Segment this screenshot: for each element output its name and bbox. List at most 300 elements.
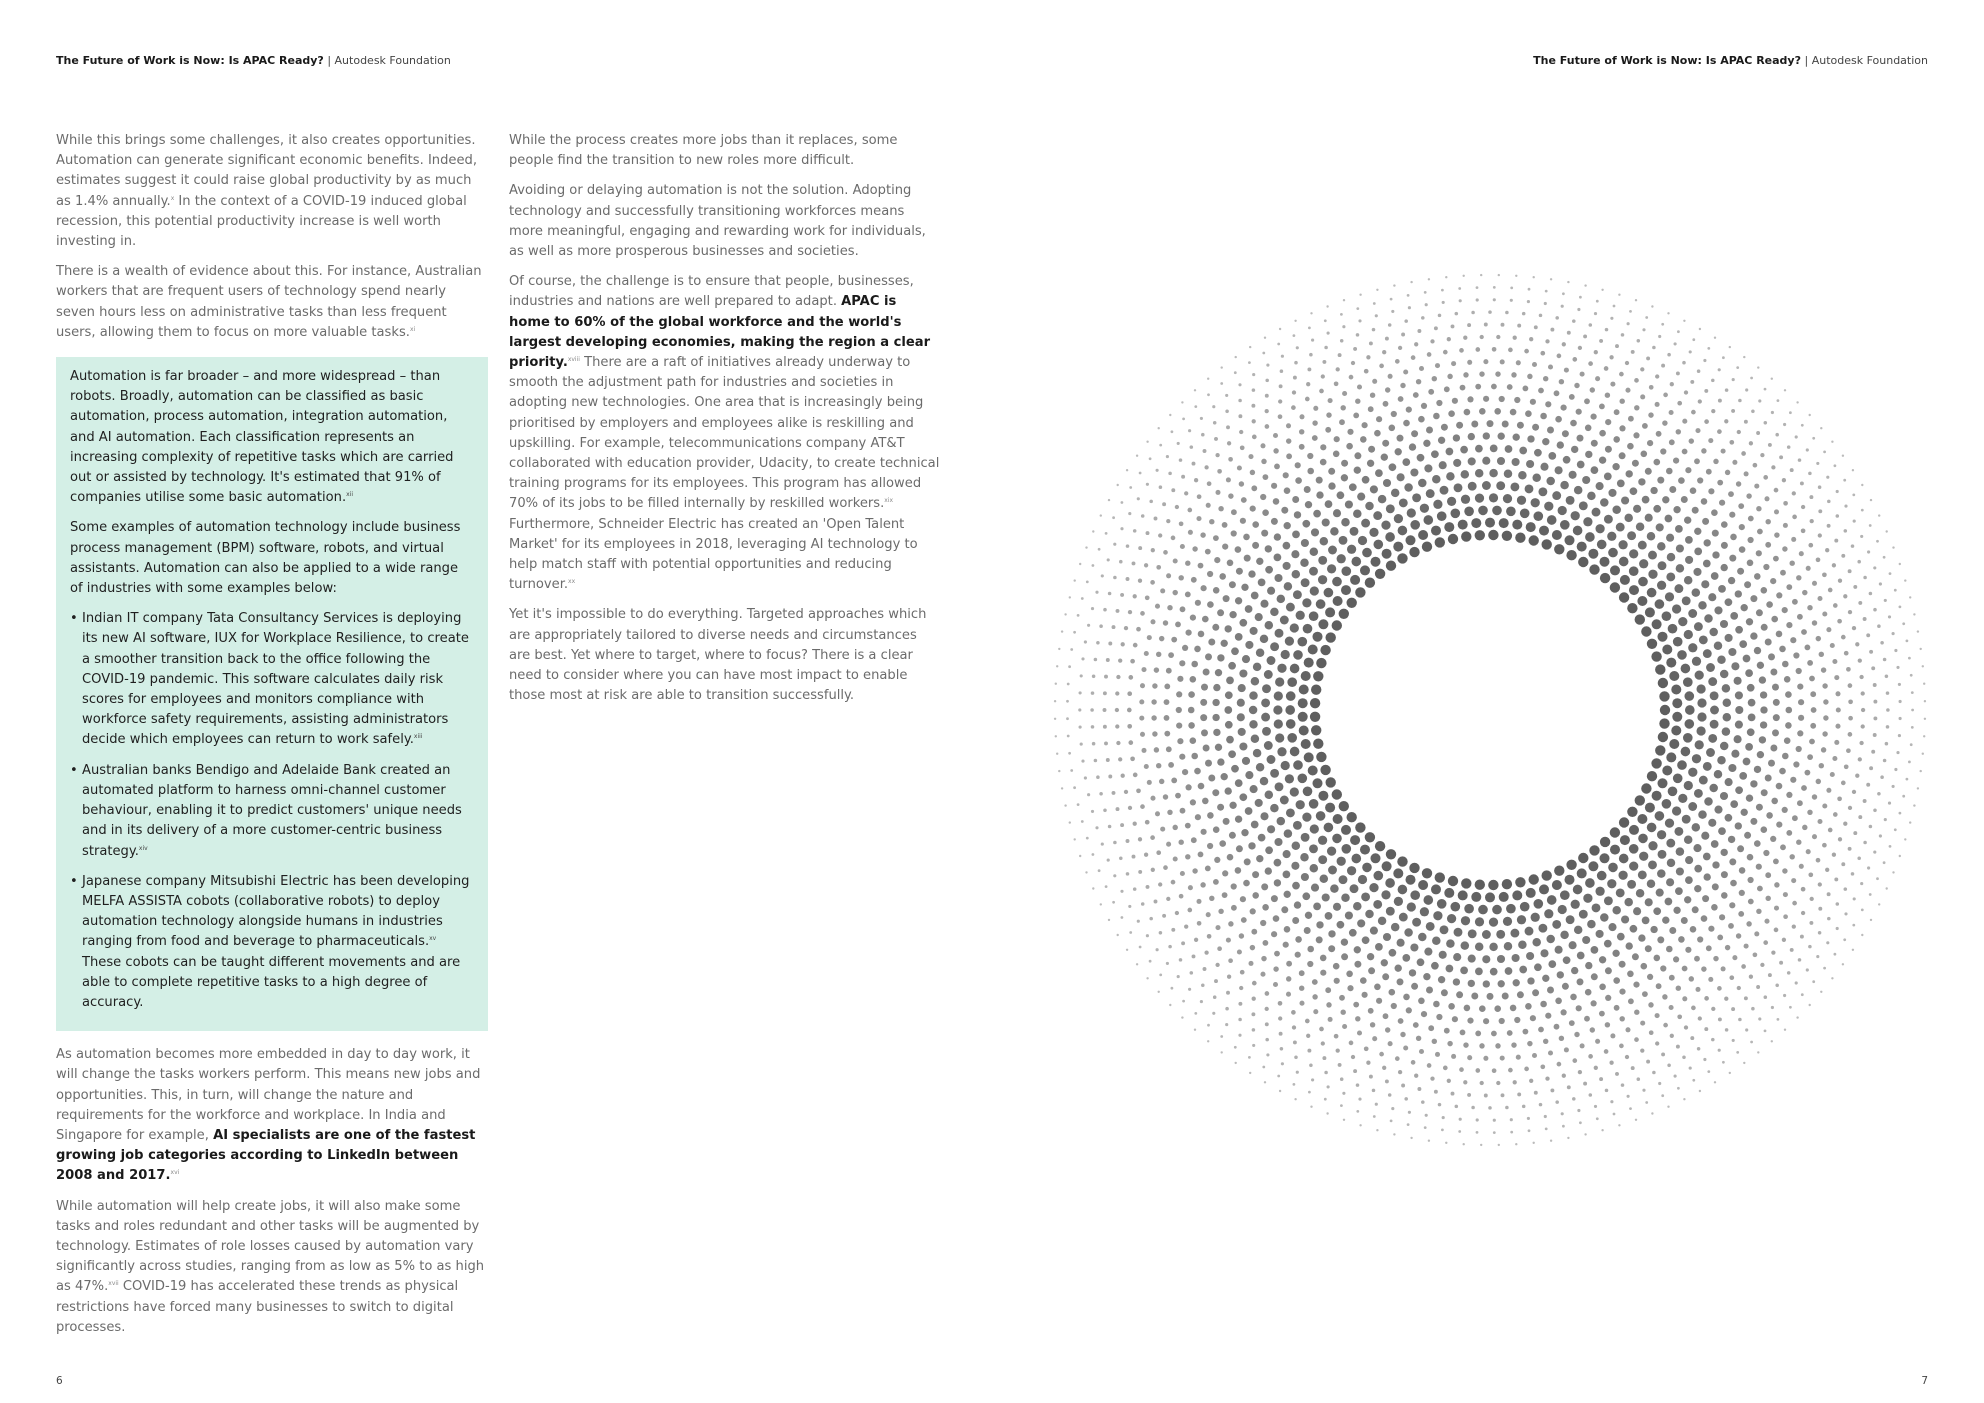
halftone-dot [1253,663,1262,672]
halftone-dot [1754,931,1759,936]
halftone-dot [1673,458,1679,464]
halftone-dot [1228,662,1236,670]
halftone-dot [1708,593,1716,601]
halftone-dot [1579,501,1588,510]
paragraph: While the process creates more jobs than it replaces, some people find the transition to new roles more difficult. [509,133,898,169]
halftone-dot [1884,818,1887,821]
page-number-left: 6 [56,1375,63,1387]
paragraph: Yet it's impossible to do everything. Targeted approaches which are appropriately tailored to diverse needs and circumstances are best. Yet where to target, where to focus? There is a clear need to consider where you can have most impact to enable those most at risk are able to transition successfully. [509,607,927,704]
halftone-dot [1239,933,1244,938]
halftone-dot [1413,1022,1419,1028]
halftone-dot [1145,820,1150,825]
halftone-dot [1662,644,1672,654]
halftone-dot [1694,622,1703,631]
halftone-dot [1180,606,1186,612]
halftone-dot [1128,740,1133,745]
halftone-dot [1608,548,1618,558]
halftone-dot [1625,1055,1629,1059]
halftone-dot [1177,738,1183,744]
halftone-dot [1290,787,1299,796]
halftone-dot [1369,1075,1373,1079]
halftone-dot [1667,312,1669,314]
halftone-dot [1499,892,1509,902]
halftone-dot [1479,1005,1486,1012]
halftone-dot [1729,440,1734,445]
halftone-dot [1810,897,1814,901]
halftone-dot [1756,804,1763,811]
halftone-dot [1168,762,1174,768]
halftone-dot [1610,565,1620,575]
halftone-dot [1066,700,1069,703]
halftone-dot [1691,410,1696,415]
halftone-dot [1424,291,1427,294]
halftone-dot [1419,1049,1424,1054]
halftone-dot [1217,654,1224,661]
halftone-dot [1697,712,1706,721]
halftone-dot [1798,958,1802,962]
halftone-dot [1600,837,1610,847]
halftone-dot [1133,773,1138,778]
halftone-dot [1192,462,1196,466]
halftone-dot [1423,515,1433,525]
halftone-dot [1708,488,1714,494]
halftone-dot [1175,793,1181,799]
halftone-dot [1627,322,1630,325]
halftone-dot [1662,799,1672,809]
halftone-dot [1292,1025,1296,1029]
halftone-dot [1455,312,1459,316]
halftone-dot [1179,754,1185,760]
halftone-dot [1236,845,1243,852]
halftone-dot [1448,876,1458,886]
halftone-dot [1478,905,1488,915]
halftone-dot [1435,1052,1440,1057]
halftone-dot [1213,535,1219,541]
halftone-dot [1151,548,1155,552]
halftone-dot [1250,908,1256,914]
halftone-dot [1188,885,1193,890]
halftone-dot [1645,468,1652,475]
halftone-dot [1676,985,1681,990]
halftone-dot [1204,950,1208,954]
halftone-dot [1373,900,1382,909]
header-separator: | [327,54,332,67]
halftone-dot [1555,946,1563,954]
halftone-dot [1627,880,1636,889]
halftone-dot [1151,868,1155,872]
halftone-dot [1219,840,1226,847]
halftone-dot [1108,592,1112,596]
halftone-dot [1605,1022,1610,1027]
halftone-dot [1273,498,1280,505]
halftone-dot [1846,667,1851,672]
halftone-dot [1560,890,1570,900]
halftone-dot [1160,827,1165,832]
halftone-dot [1746,493,1751,498]
halftone-dot [1163,865,1168,870]
halftone-dot [1235,867,1242,874]
halftone-dot [1260,777,1269,786]
halftone-dot [1764,421,1768,425]
halftone-dot [1708,926,1714,932]
highlight-text: AI specialists are one of the fastest growing job categories according to LinkedIn between 2008 and 2017. [56,1127,476,1184]
halftone-dot [1286,808,1295,817]
halftone-dot [1346,971,1353,978]
halftone-dot [1763,850,1769,856]
halftone-dot [1547,515,1557,525]
halftone-dot [1704,614,1713,623]
halftone-dot [1647,823,1657,833]
halftone-dot [1764,919,1769,924]
halftone-dot [1100,903,1102,905]
halftone-dot [1904,579,1906,581]
halftone-dot [1248,961,1253,966]
halftone-dot [1459,348,1464,353]
halftone-dot [1684,719,1694,729]
halftone-dot [1896,666,1899,669]
halftone-dot [1178,575,1183,580]
halftone-dot [1739,640,1747,648]
halftone-dot [1676,429,1681,434]
halftone-dot [1806,968,1809,971]
halftone-dot [1879,582,1882,585]
halftone-dot [1325,500,1333,508]
halftone-dot [1215,669,1222,676]
halftone-dot [1274,951,1280,957]
halftone-dot [1475,1030,1481,1036]
halftone-dot [1719,914,1725,920]
halftone-dot [1293,376,1297,380]
halftone-dot [1425,1114,1428,1117]
halftone-dot [1332,577,1342,587]
halftone-dot [1451,1054,1456,1059]
halftone-dot [1328,945,1335,952]
halftone-dot [1164,715,1170,721]
halftone-dot [1873,566,1876,569]
halftone-dot [1513,979,1520,986]
halftone-dot [1633,432,1639,438]
halftone-dot [1241,917,1247,923]
halftone-dot [1801,505,1805,509]
halftone-dot [1744,944,1749,949]
halftone-dot [1744,996,1748,1000]
halftone-dot [1187,908,1192,913]
halftone-dot [1657,581,1666,590]
halftone-dot [1545,401,1551,407]
halftone-dot [1265,545,1272,552]
halftone-dot [1516,360,1521,365]
halftone-dot [1383,933,1391,941]
halftone-dot [1242,655,1250,663]
halftone-dot [1279,384,1283,388]
halftone-dot [1885,675,1889,679]
halftone-dot [1261,459,1266,464]
halftone-dot [1181,941,1185,945]
halftone-dot [1291,862,1299,870]
halftone-dot [1747,854,1754,861]
halftone-dot [1493,286,1496,289]
halftone-dot [1863,799,1867,803]
halftone-dot [1188,691,1195,698]
halftone-dot [1760,721,1767,728]
halftone-dot [1381,959,1388,966]
halftone-dot [1287,733,1297,743]
halftone-dot [1859,675,1863,679]
halftone-dot [1166,842,1171,847]
halftone-dot [1281,1062,1284,1065]
halftone-dot [1748,699,1756,707]
halftone-dot [1172,590,1177,595]
halftone-dot [1483,396,1489,402]
halftone-dot [1483,432,1490,439]
halftone-dot [1252,435,1257,440]
halftone-dot [1175,911,1179,915]
halftone-dot [1694,789,1703,798]
halftone-dot [1267,656,1276,665]
halftone-dot [1180,544,1185,549]
running-header-left [56,54,451,67]
halftone-dot [1842,455,1844,457]
paragraph: While this brings some challenges, it also creates opportunities. Automation can generate significant economic benefits. Indeed, estimates suggest it could raise global productivity by as much as 1.4% annually.$^x$ In the context of a COVID-19 induced global recession, this potential productivity increase is well worth investing in. [56,133,477,250]
halftone-dot [1619,989,1625,995]
halftone-dot [1458,520,1468,530]
halftone-dot [1077,614,1080,617]
halftone-dot [1079,855,1081,857]
halftone-dot [1326,777,1336,787]
halftone-dot [1092,742,1096,746]
halftone-dot [1577,978,1584,985]
halftone-dot [1539,314,1543,318]
halftone-dot [1873,683,1877,687]
halftone-dot [1333,509,1341,517]
halftone-dot [1294,320,1296,322]
halftone-dot [1704,797,1713,806]
halftone-dot [1322,1056,1326,1060]
halftone-dot [1732,1039,1735,1042]
halftone-dot [1321,1041,1325,1045]
halftone-dot [1613,305,1616,308]
halftone-dot [1511,372,1516,377]
halftone-dot [1367,460,1374,467]
halftone-dot [1714,806,1722,814]
halftone-dot [1792,491,1796,495]
halftone-dot [1362,992,1368,998]
halftone-dot [1190,676,1197,683]
halftone-dot [1631,1066,1635,1070]
halftone-dot [1138,870,1142,874]
halftone-dot [1265,1007,1269,1011]
halftone-dot [1101,843,1104,846]
halftone-dot [1591,440,1598,447]
halftone-dot [1619,592,1629,602]
halftone-dot [1184,491,1188,495]
halftone-dot [1463,275,1465,277]
halftone-dot [1585,962,1592,969]
halftone-dot [1248,570,1255,577]
halftone-dot [1911,726,1914,729]
halftone-dot [1201,984,1205,988]
halftone-dot [1708,734,1717,743]
halftone-dot [1386,849,1396,859]
halftone-dot [1319,389,1324,394]
halftone-dot [1115,691,1119,695]
halftone-dot [1367,953,1374,960]
halftone-dot [1432,1039,1437,1044]
halftone-dot [1741,809,1748,816]
halftone-dot [1822,843,1827,848]
halftone-dot [1736,366,1739,369]
halftone-dot [1238,728,1246,736]
halftone-dot [1505,311,1509,315]
halftone-dot [1831,977,1833,979]
halftone-dot [1356,307,1359,310]
halftone-dot [1728,577,1735,584]
halftone-dot [1857,560,1861,564]
halftone-dot [1261,713,1270,722]
halftone-dot [1554,1024,1560,1030]
halftone-dot [1747,684,1755,692]
halftone-dot [1166,668,1172,674]
halftone-dot [1562,430,1569,437]
halftone-dot [1729,512,1735,518]
halftone-dot [1774,488,1779,493]
halftone-dot [1180,871,1185,876]
halftone-dot [1524,1067,1529,1072]
halftone-dot [1241,497,1247,503]
halftone-dot [1801,911,1805,915]
halftone-dot [1809,414,1811,416]
halftone-dot [1073,631,1076,634]
halftone-dot [1816,557,1821,562]
halftone-dot [1431,884,1441,894]
halftone-dot [1792,515,1797,520]
halftone-dot [1399,498,1408,507]
halftone-dot [1265,621,1274,630]
halftone-dot [1306,1034,1310,1038]
halftone-dot [1079,691,1082,694]
halftone-dot [1306,382,1310,386]
halftone-dot [1385,532,1395,542]
halftone-dot [1585,989,1592,996]
halftone-dot [1660,705,1670,715]
halftone-dot [1188,429,1191,432]
halftone-dot [1213,826,1220,833]
halftone-dot [1756,431,1760,435]
halftone-dot [1358,536,1367,545]
halftone-dot [1438,976,1445,983]
halftone-dot [1792,901,1797,906]
halftone-dot [1647,771,1657,781]
halftone-dot [1251,592,1259,600]
halftone-dot [1707,347,1710,350]
halftone-dot [1424,1126,1427,1129]
halftone-dot [1353,1002,1359,1008]
halftone-dot [1182,645,1188,651]
halftone-dot [1735,590,1742,597]
halftone-dot [1834,740,1839,745]
halftone-dot [1517,324,1521,328]
halftone-dot [1220,1035,1223,1038]
halftone-dot [1744,420,1748,424]
halftone-dot [1894,828,1897,831]
list-item: • Indian IT company Tata Consultancy Services is deploying its new AI software, IUX for Workplace Resilience, to create a smoother transition back to the office following the COVID-19 pandemic. This software calculates daily risk scores for employees and monitors compliance with workforce safety requirements, assisting administrators decide which employees can return to work safely.$^{xiii}$ [70,609,474,750]
halftone-dot [1179,521,1184,526]
halftone-dot [1657,632,1667,642]
halftone-dot [1774,928,1779,933]
halftone-dot [1728,491,1734,497]
halftone-dot [1182,769,1188,775]
halftone-dot [1202,616,1209,623]
halftone-dot [1855,642,1859,646]
halftone-dot [1526,460,1534,468]
halftone-dot [1108,919,1110,921]
halftone-dot [1873,733,1877,737]
halftone-dot [1555,998,1562,1005]
halftone-dot [1252,871,1259,878]
halftone-dot [1198,563,1204,569]
halftone-dot [1095,591,1098,594]
halftone-dot [1625,388,1630,393]
halftone-dot [1647,880,1656,889]
halftone-dot [1734,677,1742,685]
halftone-dot [1547,987,1554,994]
halftone-dot [1171,430,1174,433]
halftone-dot [1056,665,1058,667]
halftone-dot [1771,798,1778,805]
halftone-dot [1669,739,1679,749]
halftone-dot [1213,729,1220,736]
halftone-dot [1389,989,1396,996]
halftone-dot [1852,469,1854,471]
halftone-dot [1295,462,1301,468]
halftone-dot [1776,783,1783,790]
halftone-dot [1370,927,1378,935]
halftone-dot [1375,841,1385,851]
halftone-dot [1434,326,1438,330]
halftone-dot [1215,453,1219,457]
halftone-dot [1351,1055,1355,1059]
halftone-dot [1206,503,1211,508]
halftone-dot [1645,1101,1648,1104]
halftone-dot [1432,936,1441,945]
halftone-dot [1624,514,1633,523]
halftone-dot [1249,346,1251,348]
halftone-dot [1638,934,1645,941]
halftone-dot [1070,769,1073,772]
halftone-dot [1244,858,1251,865]
halftone-dot [1532,989,1539,996]
halftone-dot [1278,1016,1282,1020]
halftone-dot [1765,639,1772,646]
halftone-dot [1669,927,1676,934]
halftone-dot [1579,296,1582,299]
halftone-dot [1181,401,1183,403]
halftone-dot [1574,926,1583,935]
halftone-dot [1458,890,1468,900]
halftone-dot [1080,674,1083,677]
halftone-dot [1776,631,1783,638]
halftone-dot [1307,453,1313,459]
halftone-dot [1678,477,1685,484]
halftone-dot [1200,699,1207,706]
halftone-dot [1779,768,1786,775]
halftone-dot [1675,525,1683,533]
halftone-dot [1231,509,1237,515]
halftone-dot [1827,500,1831,504]
halftone-dot [1360,845,1370,855]
halftone-dot [1252,1028,1256,1032]
halftone-dot [1665,515,1673,523]
